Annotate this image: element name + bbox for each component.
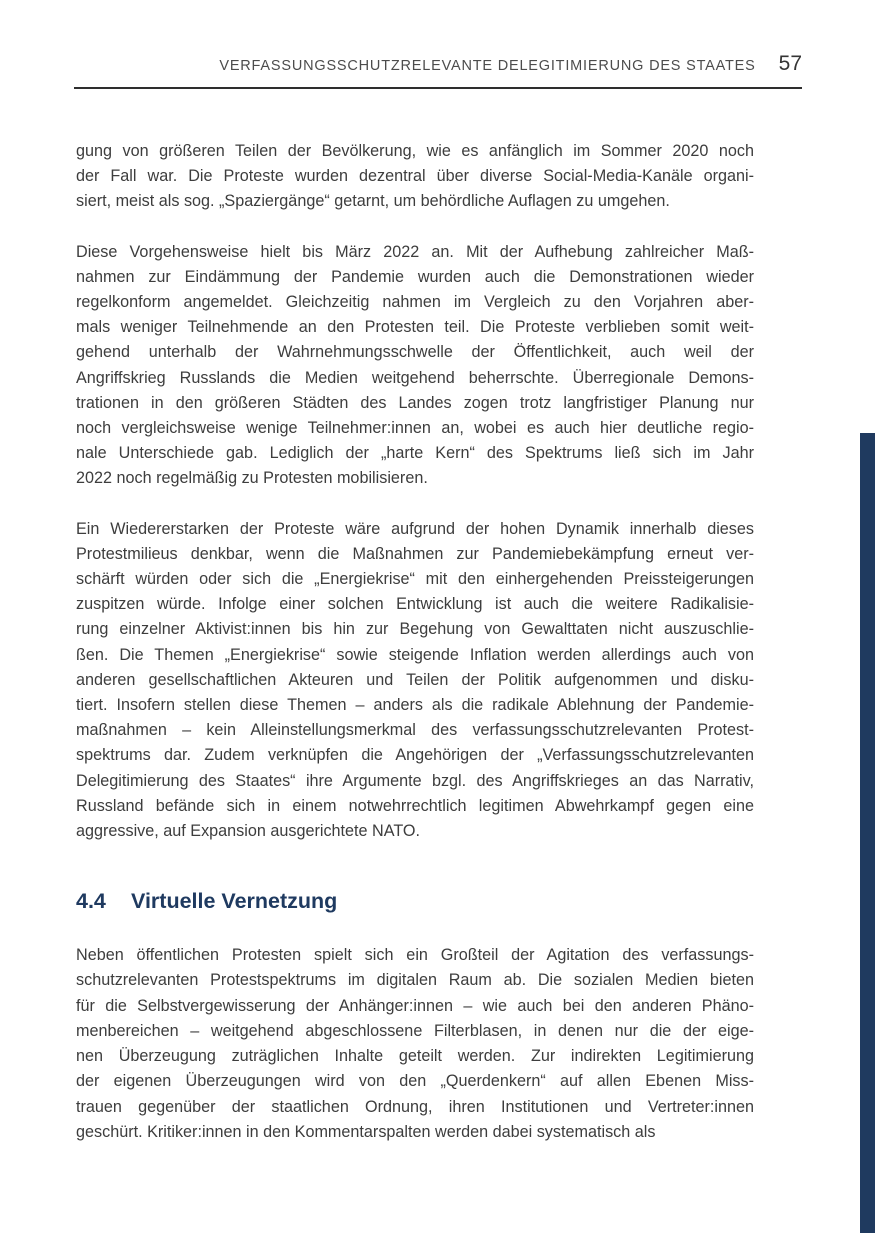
text-line: spektrums dar. Zudem verknüpfen die Angehörigen der „Verfassungsschutzrelevanten <box>76 746 754 765</box>
text-line: trauen gegenüber der staatlichen Ordnung, ihren Institutionen und Vertreter:innen <box>76 1097 754 1116</box>
text-line: gehend unterhalb der Wahrnehmungsschwelle der Öffentlichkeit, auch weil der <box>76 343 754 362</box>
text-line: nahmen zur Eindämmung der Pandemie wurden auch die Demonstrationen wieder <box>76 267 754 286</box>
running-header-title: VERFASSUNGSSCHUTZRELEVANTE DELEGITIMIERUNG DES STAATES <box>219 58 756 74</box>
text-line: anderen gesellschaftlichen Akteuren und Teilen der Politik aufgenommen und disku- <box>76 670 754 689</box>
text-line: mals weniger Teilnehmende an den Protesten teil. Die Proteste verblieben somit weit- <box>76 318 754 337</box>
text-line: Neben öffentlichen Protesten spielt sich ein Großteil der Agitation des verfassungs- <box>76 946 754 965</box>
text-line: Ein Wiedererstarken der Proteste wäre aufgrund der hohen Dynamik innerhalb dieses <box>76 519 754 538</box>
text-line: Russland befände sich in einem notwehrrechtlich legitimen Abwehrkampf gegen eine <box>76 796 754 815</box>
section-number: 4.4 <box>76 889 106 914</box>
page-header <box>74 52 802 89</box>
text-line: der Fall war. Die Proteste wurden dezentral über diverse Social-Media-Kanäle organi- <box>76 167 754 186</box>
text-line: 2022 noch regelmäßig zu Protesten mobilisieren. <box>76 469 428 488</box>
text-line: menbereichen – weitgehend abgeschlossene Filterblasen, in denen nur die der eige- <box>76 1021 754 1040</box>
paragraph <box>76 943 754 1145</box>
text-line: siert, meist als sog. „Spaziergänge“ getarnt, um behördliche Auflagen zu umgehen. <box>76 192 670 211</box>
text-line: aggressive, auf Expansion ausgerichtete NATO. <box>76 822 421 841</box>
section-title: Virtuelle Vernetzung <box>131 889 338 914</box>
text-line: geschürt. Kritiker:innen in den Kommentarspalten werden dabei systematisch als <box>76 1122 656 1141</box>
text-line: schärft würden oder sich die „Energiekrise“ mit den einhergehenden Preissteigerungen <box>76 570 754 589</box>
text-line: gung von größeren Teilen der Bevölkerung, wie es anfänglich im Sommer 2020 noch <box>76 142 754 160</box>
text-line: nale Unterschiede gab. Lediglich der „harte Kern“ des Spektrums ließ sich im Jahr <box>76 444 754 463</box>
text-line: zuspitzen würde. Infolge einer solchen Entwicklung ist auch die weitere Radikalisie- <box>76 595 754 614</box>
text-line: nen Überzeugung zuträglichen Inhalte geteilt werden. Zur indirekten Legitimierung <box>76 1047 754 1066</box>
page-number: 57 <box>778 52 802 75</box>
text-line: Diese Vorgehensweise hielt bis März 2022 an. Mit der Aufhebung zahlreicher Maß- <box>76 242 754 261</box>
paragraph <box>76 517 754 845</box>
text-line: der eigenen Überzeugungen wird von den „Querdenkern“ auf allen Ebenen Miss- <box>76 1072 754 1091</box>
section-heading <box>76 888 754 914</box>
text-line: Delegitimierung des Staates“ ihre Argumente bzgl. des Angriffskrieges an das Narrativ, <box>76 771 754 790</box>
text-line: regelkonform angemeldet. Gleichzeitig nahmen im Vergleich zu den Vorjahren aber- <box>76 293 754 312</box>
text-line: trationen in den größeren Städten des Landes zogen trotz langfristiger Planung nur <box>76 393 754 412</box>
text-line: noch vergleichsweise wenige Teilnehmer:innen an, wobei es auch hier deutliche regio- <box>76 419 754 438</box>
text-line: schutzrelevanten Protestspektrums im digitalen Raum ab. Die sozialen Medien bieten <box>76 971 754 990</box>
text-line: ßen. Die Themen „Energiekrise“ sowie steigende Inflation werden allerdings auch von <box>76 645 754 664</box>
right-edge-accent-bar <box>860 433 875 1233</box>
paragraph <box>76 240 754 492</box>
paragraph <box>76 139 754 215</box>
text-line: für die Selbstvergewisserung der Anhänger:innen – wie auch bei den anderen Phäno- <box>76 996 754 1015</box>
body-text-column <box>76 139 754 1170</box>
text-line: tiert. Insofern stellen diese Themen – anders als die radikale Ablehnung der Pandemie- <box>76 696 754 715</box>
text-line: Angriffskrieg Russlands die Medien weitgehend beherrschte. Überregionale Demons- <box>76 368 754 387</box>
text-line: maßnahmen – kein Alleinstellungsmerkmal des verfassungsschutzrelevanten Protest- <box>76 721 754 740</box>
text-line: rung einzelner Aktivist:innen bis hin zur Begehung von Gewalttaten nicht auszuschlie- <box>76 620 754 639</box>
text-line: Protestmilieus denkbar, wenn die Maßnahmen zur Pandemiebekämpfung erneut ver- <box>76 544 754 563</box>
